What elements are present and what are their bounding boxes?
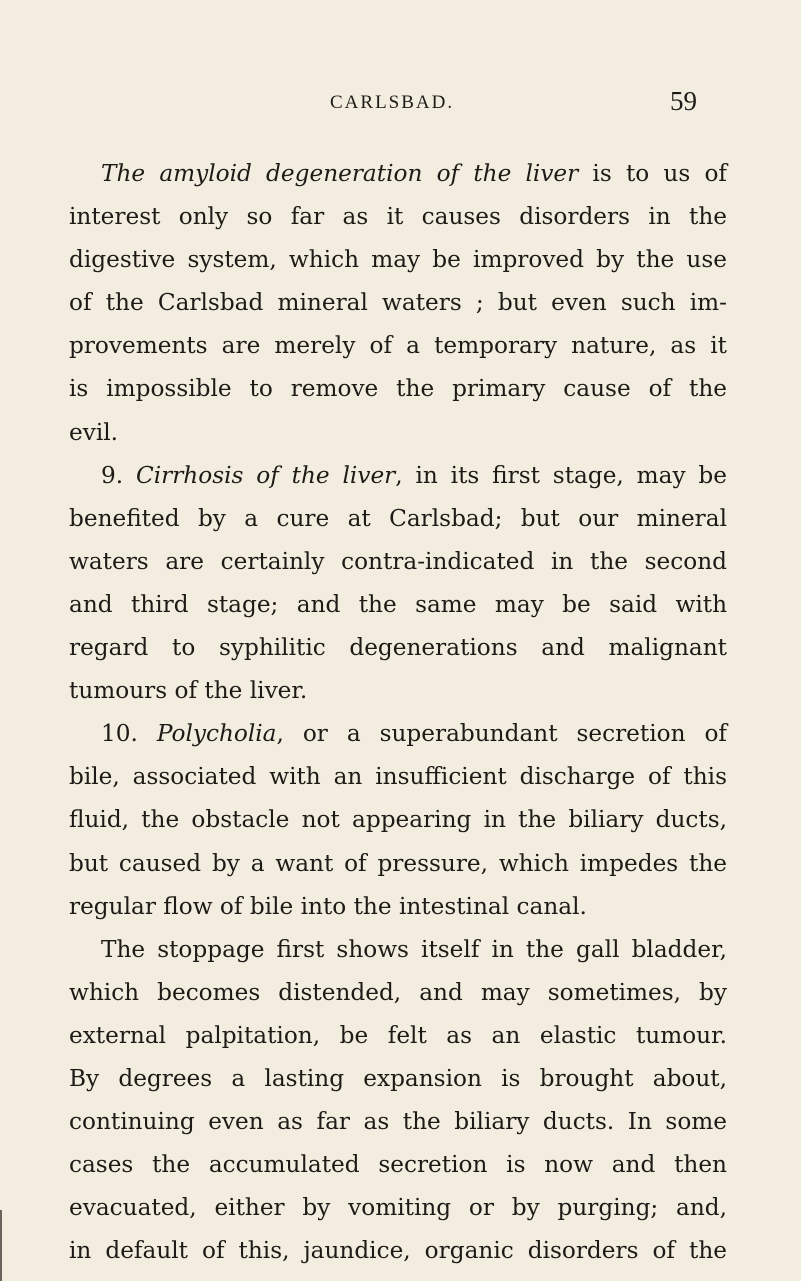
text-line [69,712,727,755]
text-line [69,755,727,798]
text-line [69,798,727,841]
text-segment: interest only so far as it causes disorders in the [69,203,727,231]
text-segment: fluid, the obstacle not appearing in the biliary ducts, [69,806,727,834]
body-text [69,152,727,1272]
text-line [69,152,727,195]
page-number: 59 [670,86,697,116]
text-line [69,626,727,669]
text-line [69,885,727,928]
text-segment: evil. [69,418,119,446]
text-segment: of the Carlsbad mineral waters ; but even such im- [69,289,727,317]
text-line [69,454,727,497]
text-segment: 10. [101,720,157,748]
text-line [69,669,727,712]
running-head: CARLSBAD. [330,92,455,113]
text-segment: benefited by a cure at Carlsbad; but our mineral [69,504,727,532]
text-line [69,238,727,281]
text-line [69,1186,727,1229]
text-line [69,583,727,626]
text-line [69,1014,727,1057]
text-segment: bile, associated with an insufficient discharge of this [69,763,727,791]
italic-text: The amyloid degeneration of the liver [101,160,579,187]
text-segment: continuing even as far as the biliary ducts. In some [69,1108,727,1136]
text-segment: By degrees a lasting expansion is brought about, [69,1064,727,1092]
text-segment: evacuated, either by vomiting or by purging; and, [69,1194,727,1222]
text-segment: 9. [101,461,136,489]
text-segment: cases the accumulated secretion is now and then [69,1151,727,1179]
text-segment: in default of this, jaundice, organic disorders of the [69,1237,727,1265]
text-line [69,195,727,238]
text-line [69,1057,727,1100]
text-line [69,540,727,583]
text-segment: external palpitation, be felt as an elastic tumour. [69,1021,727,1049]
text-segment: The stoppage first shows itself in the gall bladder, [101,935,727,963]
text-line [69,928,727,971]
text-line [69,1100,727,1143]
text-segment: waters are certainly contra-indicated in the second [69,547,727,575]
text-line [69,324,727,367]
italic-text: Cirrhosis of the liver [135,461,396,489]
text-line [69,842,727,885]
page-header [0,86,801,122]
text-segment: , or a superabundant secretion of [276,720,727,748]
text-segment: but caused by a want of pressure, which impedes the [69,849,727,877]
text-segment: , in its first stage, may be [395,461,727,489]
text-segment: which becomes distended, and may sometimes, by [69,978,727,1006]
page-edge-mark [0,1210,2,1281]
text-segment: and third stage; and the same may be said with [69,590,727,618]
text-line [69,497,727,540]
text-segment: regular flow of bile into the intestinal canal. [69,892,587,920]
text-segment: is impossible to remove the primary cause of the [69,375,727,403]
text-segment: is to us of [578,160,727,187]
text-segment: tumours of the liver. [69,677,308,705]
italic-text: Polycholia [156,720,277,748]
text-line [69,281,727,324]
text-line [69,971,727,1014]
text-segment: regard to syphilitic degenerations and malignant [69,634,727,662]
text-segment: provements are merely of a temporary nature, as it [69,332,727,360]
text-line [69,1229,727,1272]
text-segment: digestive system, which may be improved by the use [69,246,727,274]
text-line [69,367,727,410]
text-line [69,411,727,454]
text-line [69,1143,727,1186]
